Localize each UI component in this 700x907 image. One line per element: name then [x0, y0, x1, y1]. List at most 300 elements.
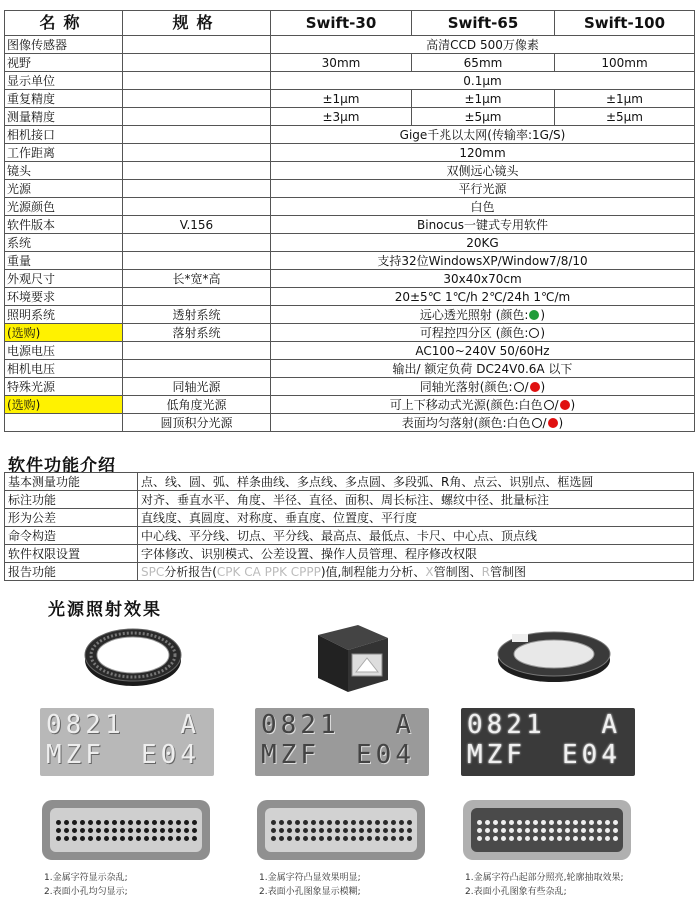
spec-value: 输出/ 额定负荷 DC24V0.6A 以下: [271, 360, 695, 378]
spec-value: ±5μm: [555, 108, 695, 126]
hole: [541, 820, 546, 825]
effect-panel-box: [253, 620, 443, 900]
hole: [295, 828, 300, 833]
hole: [517, 820, 522, 825]
hole: [144, 836, 149, 841]
hole: [327, 820, 332, 825]
spec-value: 20±5℃ 1℃/h 2℃/24h 1℃/m: [271, 288, 695, 306]
func-row: [5, 527, 694, 545]
spec-value: 可上下移动式光源(颜色:白色 / ): [271, 396, 695, 414]
spec-row: [5, 360, 695, 378]
hole-row: [271, 828, 412, 833]
hole: [271, 836, 276, 841]
spec-row: [5, 180, 695, 198]
spec-label: 工作距离: [5, 144, 123, 162]
spec-row: [5, 144, 695, 162]
spec-sub: 同轴光源: [123, 378, 271, 396]
hole: [493, 828, 498, 833]
spec-label: 软件版本: [5, 216, 123, 234]
spec-row: [5, 198, 695, 216]
hole: [160, 836, 165, 841]
hole: [120, 828, 125, 833]
hole: [184, 836, 189, 841]
hole: [613, 820, 618, 825]
hole: [279, 820, 284, 825]
hole: [152, 836, 157, 841]
hole-row: [56, 820, 197, 825]
hole: [120, 820, 125, 825]
effect-panel-ring: [38, 620, 228, 900]
white-dot-icon: [544, 400, 554, 410]
hole: [399, 836, 404, 841]
func-value: 对齐、垂直水平、角度、半径、直径、面积、周长标注、螺纹中径、批量标注: [138, 491, 694, 509]
func-value: 直线度、真圆度、对称度、垂直度、位置度、平行度: [138, 509, 694, 527]
hole: [367, 820, 372, 825]
hole: [493, 820, 498, 825]
box-light-icon: [298, 620, 398, 698]
func-row: [5, 473, 694, 491]
hole-row: [56, 836, 197, 841]
spec-value: ±5μm: [412, 108, 555, 126]
hole: [56, 828, 61, 833]
hole-row: [271, 836, 412, 841]
hole: [501, 828, 506, 833]
hole: [359, 836, 364, 841]
hole: [391, 836, 396, 841]
spec-row: [5, 72, 695, 90]
hole: [573, 820, 578, 825]
hole: [477, 836, 482, 841]
light-effect-title: 光源照射效果: [48, 600, 162, 620]
func-row: [5, 509, 694, 527]
hole: [88, 836, 93, 841]
spec-label: 测量精度: [5, 108, 123, 126]
hole-row: [477, 836, 618, 841]
spec-row: [5, 270, 695, 288]
low-angle-light-icon: [494, 624, 614, 686]
spec-row: [5, 288, 695, 306]
hole: [176, 828, 181, 833]
spec-label: 相机接口: [5, 126, 123, 144]
hole: [557, 836, 562, 841]
hole: [168, 836, 173, 841]
metal-plate-sample: 0821 A MZF E04: [40, 708, 214, 776]
hole: [367, 828, 372, 833]
white-dot-icon: [514, 382, 524, 392]
hole: [509, 828, 514, 833]
hole: [533, 828, 538, 833]
header-swift30: Swift-30: [271, 11, 412, 36]
hole: [287, 828, 292, 833]
hole: [176, 836, 181, 841]
spec-label: 镜头: [5, 162, 123, 180]
spec-row: [5, 216, 695, 234]
hole: [335, 820, 340, 825]
hole: [589, 820, 594, 825]
spec-label: 相机电压: [5, 360, 123, 378]
hole: [287, 820, 292, 825]
hole: [303, 828, 308, 833]
ring-light-icon: [78, 620, 188, 690]
spec-label: 视野: [5, 54, 123, 72]
func-value: 点、线、圆、弧、样条曲线、多点线、多点圆、多段弧、R角、点云、识别点、框选圆: [138, 473, 694, 491]
hole: [96, 820, 101, 825]
hole: [359, 820, 364, 825]
hole: [192, 836, 197, 841]
spec-label: 重复精度: [5, 90, 123, 108]
spec-value: 双侧远心镜头: [271, 162, 695, 180]
hole: [589, 828, 594, 833]
hole: [359, 828, 364, 833]
hole: [501, 820, 506, 825]
hole: [144, 820, 149, 825]
spec-row: [5, 162, 695, 180]
spec-row: [5, 54, 695, 72]
hole: [525, 836, 530, 841]
connector-sample: [42, 800, 210, 860]
func-label: 标注功能: [5, 491, 138, 509]
hole: [597, 820, 602, 825]
hole: [136, 820, 141, 825]
metal-plate-sample: 0821 A MZF E04: [461, 708, 635, 776]
hole: [525, 820, 530, 825]
hole: [128, 820, 133, 825]
spec-label: 图像传感器: [5, 36, 123, 54]
spec-label: 重量: [5, 252, 123, 270]
spec-row: [5, 306, 695, 324]
spec-value: 支持32位WindowsXP/Window7/8/10: [271, 252, 695, 270]
hole: [335, 828, 340, 833]
spec-value: 20KG: [271, 234, 695, 252]
metal-plate-sample: 0821 A MZF E04: [255, 708, 429, 776]
hole: [104, 820, 109, 825]
hole: [605, 820, 610, 825]
hole: [565, 828, 570, 833]
hole: [613, 828, 618, 833]
func-value: SPC分析报告(CPK CA PPK CPPP)值,制程能力分析、X管制图、R管制图: [138, 563, 694, 581]
spec-value: 30mm: [271, 54, 412, 72]
hole: [327, 836, 332, 841]
hole: [104, 828, 109, 833]
hole: [573, 836, 578, 841]
hole: [311, 836, 316, 841]
hole-row: [477, 820, 618, 825]
spec-row: [5, 234, 695, 252]
spec-value: 65mm: [412, 54, 555, 72]
spec-value: 100mm: [555, 54, 695, 72]
hole: [343, 820, 348, 825]
spec-value: 远心透光照射 (颜色: ): [271, 306, 695, 324]
spec-label: 光源: [5, 180, 123, 198]
hole: [573, 828, 578, 833]
hole: [343, 836, 348, 841]
hole: [295, 820, 300, 825]
hole: [399, 820, 404, 825]
optional-label: (选购): [5, 396, 123, 414]
hole: [128, 828, 133, 833]
hole: [184, 828, 189, 833]
hole: [176, 820, 181, 825]
spec-value: 可程控四分区 (颜色: ): [271, 324, 695, 342]
hole: [517, 828, 522, 833]
spec-label: 电源电压: [5, 342, 123, 360]
func-label: 基本测量功能: [5, 473, 138, 491]
hole: [383, 836, 388, 841]
hole: [319, 836, 324, 841]
hole: [311, 820, 316, 825]
spec-label: 外观尺寸: [5, 270, 123, 288]
spec-value: ±1μm: [412, 90, 555, 108]
spec-sub: 低角度光源: [123, 396, 271, 414]
hole-row: [271, 820, 412, 825]
hole: [80, 836, 85, 841]
spec-row: [5, 252, 695, 270]
hole: [112, 820, 117, 825]
spec-row: [5, 108, 695, 126]
hole: [485, 828, 490, 833]
hole: [287, 836, 292, 841]
spec-value: 120mm: [271, 144, 695, 162]
hole: [96, 836, 101, 841]
hole: [541, 828, 546, 833]
hole: [343, 828, 348, 833]
hole: [96, 828, 101, 833]
hole: [565, 836, 570, 841]
spec-label: 光源颜色: [5, 198, 123, 216]
spec-value: 平行光源: [271, 180, 695, 198]
hole: [136, 836, 141, 841]
white-dot-icon: [532, 418, 542, 428]
hole: [391, 820, 396, 825]
hole: [605, 828, 610, 833]
hole: [485, 820, 490, 825]
spec-value: ±1μm: [555, 90, 695, 108]
hole: [375, 828, 380, 833]
hole: [160, 820, 165, 825]
connector-sample: [257, 800, 425, 860]
red-dot-icon: [530, 382, 540, 392]
spec-sub: 圆顶积分光源: [123, 414, 271, 432]
hole: [271, 828, 276, 833]
func-row: [5, 545, 694, 563]
hole: [88, 828, 93, 833]
hole: [407, 836, 412, 841]
hole: [407, 828, 412, 833]
hole: [557, 820, 562, 825]
hole: [549, 820, 554, 825]
hole: [271, 820, 276, 825]
spec-label: 特殊光源: [5, 378, 123, 396]
hole: [112, 836, 117, 841]
func-row: [5, 563, 694, 581]
red-dot-icon: [548, 418, 558, 428]
hole: [597, 836, 602, 841]
hole: [351, 820, 356, 825]
connector-sample: [463, 800, 631, 860]
green-dot-icon: [529, 310, 539, 320]
hole: [501, 836, 506, 841]
func-label: 命令构造: [5, 527, 138, 545]
hole: [88, 820, 93, 825]
hole-row: [56, 828, 197, 833]
hole: [128, 836, 133, 841]
func-row: [5, 491, 694, 509]
hole: [192, 820, 197, 825]
spec-value: AC100~240V 50/60Hz: [271, 342, 695, 360]
spec-value: 白色: [271, 198, 695, 216]
hole: [80, 820, 85, 825]
spec-sub: V.156: [123, 216, 271, 234]
hole: [589, 836, 594, 841]
hole: [383, 820, 388, 825]
hole: [581, 836, 586, 841]
spec-value: Binocus一键式专用软件: [271, 216, 695, 234]
spec-row: [5, 414, 695, 432]
spec-row: [5, 342, 695, 360]
hole: [120, 836, 125, 841]
software-section-title: 软件功能介绍: [8, 456, 116, 476]
hole: [64, 828, 69, 833]
spec-value: 同轴光落射(颜色: / ): [271, 378, 695, 396]
hole: [144, 828, 149, 833]
hole: [533, 820, 538, 825]
hole: [399, 828, 404, 833]
func-label: 形为公差: [5, 509, 138, 527]
effect-caption: 1.金属字符显示杂乱; 2.表面小孔均匀显示;: [44, 873, 128, 897]
hole-row: [477, 828, 618, 833]
spec-row: [5, 36, 695, 54]
hole: [112, 828, 117, 833]
effect-caption: 1.金属字符凸显效果明显; 2.表面小孔图象显示模糊;: [259, 873, 361, 897]
spec-value: 高清CCD 500万像素: [271, 36, 695, 54]
spec-value: ±1μm: [271, 90, 412, 108]
hole: [383, 828, 388, 833]
func-label: 报告功能: [5, 563, 138, 581]
hole: [319, 828, 324, 833]
hole: [517, 836, 522, 841]
spec-sub: 落射系统: [123, 324, 271, 342]
hole: [279, 836, 284, 841]
hole: [56, 836, 61, 841]
hole: [184, 820, 189, 825]
header-name: 名称: [5, 11, 123, 36]
hole: [549, 836, 554, 841]
hole: [64, 820, 69, 825]
hole: [375, 836, 380, 841]
hole: [136, 828, 141, 833]
spec-label: 环境要求: [5, 288, 123, 306]
hole: [72, 836, 77, 841]
spec-label: 显示单位: [5, 72, 123, 90]
hole: [509, 836, 514, 841]
hole: [509, 820, 514, 825]
hole: [391, 828, 396, 833]
hole: [168, 820, 173, 825]
hole: [335, 836, 340, 841]
hole: [613, 836, 618, 841]
header-swift65: Swift-65: [412, 11, 555, 36]
header-swift100: Swift-100: [555, 11, 695, 36]
spec-header-row: [5, 11, 695, 36]
spec-value: 0.1μm: [271, 72, 695, 90]
hole: [605, 836, 610, 841]
hole: [56, 820, 61, 825]
hole: [192, 828, 197, 833]
hole: [375, 820, 380, 825]
spec-value: 表面均匀落射(颜色:白色 / ): [271, 414, 695, 432]
hole: [485, 836, 490, 841]
hole: [541, 836, 546, 841]
hole: [493, 836, 498, 841]
hole: [477, 820, 482, 825]
software-table: [4, 472, 694, 581]
hole: [279, 828, 284, 833]
hole: [319, 820, 324, 825]
spec-label: 照明系统: [5, 306, 123, 324]
hole: [295, 836, 300, 841]
hole: [367, 836, 372, 841]
hole: [72, 828, 77, 833]
spec-table: [4, 10, 695, 432]
spec-row: [5, 90, 695, 108]
func-value: 字体修改、识别模式、公差设置、操作人员管理、程序修改权限: [138, 545, 694, 563]
hole: [160, 828, 165, 833]
spec-row: [5, 324, 695, 342]
hole: [104, 836, 109, 841]
spec-sub: 长*宽*高: [123, 270, 271, 288]
hole: [64, 836, 69, 841]
effect-caption: 1.金属字符凸起部分照亮,轮廓抽取效果; 2.表面小孔图象有些杂乱;: [465, 873, 624, 897]
hole: [327, 828, 332, 833]
hole: [533, 836, 538, 841]
spec-value: 30x40x70cm: [271, 270, 695, 288]
red-dot-icon: [560, 400, 570, 410]
spec-value: Gige千兆以太网(传输率:1G/S): [271, 126, 695, 144]
hole: [407, 820, 412, 825]
spec-row: [5, 378, 695, 396]
spec-value: ±3μm: [271, 108, 412, 126]
hole: [72, 820, 77, 825]
hole: [152, 828, 157, 833]
hole: [351, 828, 356, 833]
header-spec: 规格: [123, 11, 271, 36]
spec-sub: 透射系统: [123, 306, 271, 324]
hole: [557, 828, 562, 833]
func-label: 软件权限设置: [5, 545, 138, 563]
optional-label: (选购): [5, 324, 123, 342]
hole: [168, 828, 173, 833]
effect-panel-low-angle: [459, 620, 649, 900]
hole: [351, 836, 356, 841]
hole: [549, 828, 554, 833]
hole: [303, 836, 308, 841]
hole: [525, 828, 530, 833]
hole: [581, 828, 586, 833]
hole: [581, 820, 586, 825]
hole: [565, 820, 570, 825]
spec-row: [5, 396, 695, 414]
hole: [477, 828, 482, 833]
hole: [152, 820, 157, 825]
hole: [80, 828, 85, 833]
hole: [311, 828, 316, 833]
func-value: 中心线、平分线、切点、平分线、最高点、最低点、卡尺、中心点、顶点线: [138, 527, 694, 545]
hole: [597, 828, 602, 833]
spec-row: [5, 126, 695, 144]
spec-label: 系统: [5, 234, 123, 252]
white-dot-icon: [529, 328, 539, 338]
hole: [303, 820, 308, 825]
